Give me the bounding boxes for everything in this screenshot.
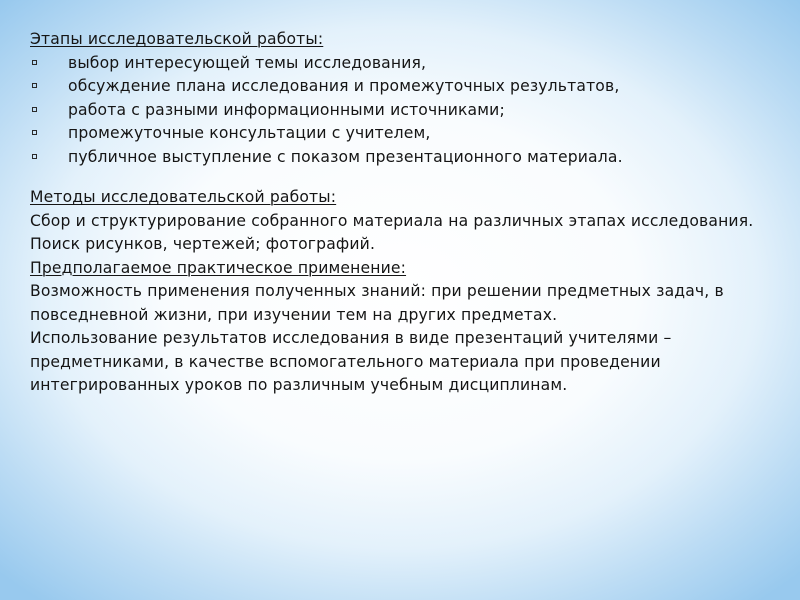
stages-list [30, 52, 770, 170]
section-spacer [30, 169, 770, 186]
list-item-text: обсуждение плана исследования и промежуточных результатов, [68, 77, 620, 95]
square-bullet-icon [32, 107, 37, 112]
square-bullet-icon [32, 83, 37, 88]
list-item-text: работа с разными информационными источниками; [68, 100, 505, 119]
list-item-text: публичное выступление с показом презентационного материала. [68, 147, 623, 166]
list-item-text: промежуточные консультации с учителем, [68, 124, 431, 142]
application-paragraph: Возможность применения полученных знаний: при решении предметных задач, в повседневной жизни, при изучении тем на других предметах. [30, 282, 724, 324]
methods-paragraph: Сбор и структурирование собранного материала на различных этапах исследования. [30, 211, 754, 230]
square-bullet-icon [32, 60, 37, 65]
list-item [30, 75, 770, 99]
list-item-text: выбор интересующей темы исследования, [68, 53, 427, 72]
application-paragraph: Использование результатов исследования в виде презентаций учителями – предметниками, в качестве вспомогательного материала при проведении интегрированных уроков по различным учебным дисциплинам. [30, 329, 672, 394]
square-bullet-icon [32, 154, 37, 159]
application-heading: Предполагаемое практическое применение: [30, 258, 407, 277]
stages-heading: Этапы исследовательской работы: [30, 30, 324, 48]
slide-content [30, 28, 770, 398]
list-item [30, 52, 770, 76]
list-item [30, 99, 770, 123]
square-bullet-icon [32, 130, 37, 135]
methods-paragraph: Поиск рисунков, чертежей; фотографий. [30, 235, 376, 253]
list-item [30, 122, 770, 146]
list-item [30, 146, 770, 170]
methods-heading: Методы исследовательской работы: [30, 188, 337, 206]
